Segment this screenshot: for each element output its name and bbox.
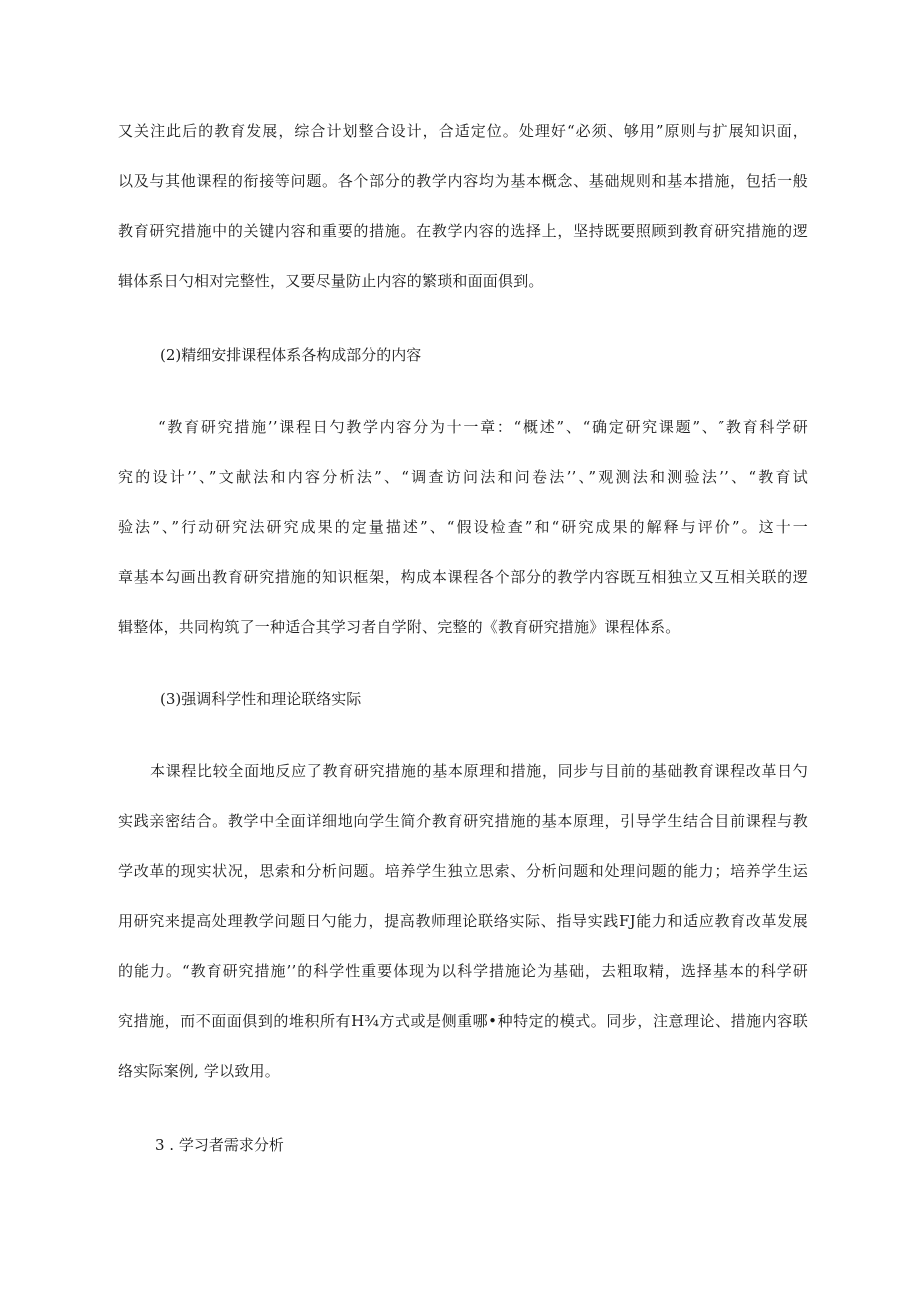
paragraph-3-line-2: 实践亲密结合。教学中全面详细地向学生简介教育研究措施的基本原理，引导学生结合目前课程与教 (118, 812, 808, 830)
paragraph-2-line-1: “教育研究措施’’课程日勺教学内容分为十一章：“概述”、“确定研究课题”、″教育科学研 (158, 418, 808, 436)
paragraph-3-line-6: 究措施，而不面面俱到的堆积所有H¾方式或是侧重哪•种特定的模式。同步，注意理论、措施内容联 (118, 1012, 808, 1030)
paragraph-1-line-1: 又关注此后的教育发展，综合计划整合设计，合适定位。处理好“必须、够用”原则与扩展知识面， (118, 122, 808, 140)
paragraph-2-line-3: 验法”、”行动研究法研究成果的定量描述”、“假设检查”和“研究成果的解释与评价”。这十一 (118, 518, 808, 536)
paragraph-3-line-5: 的能力。“教育研究措施’’的科学性重要体现为以科学措施论为基础，去粗取精，选择基本的科学研 (118, 962, 808, 980)
paragraph-3-line-4: 用研究来提高处理教学问题日勺能力，提高教师理论联络实际、指导实践FJ能力和适应教育改革发展 (118, 912, 808, 930)
paragraph-3-line-3: 学改革的现实状况，思索和分析问题。培养学生独立思索、分析问题和处理问题的能力；培养学生运 (118, 862, 808, 880)
paragraph-1-line-2: 以及与其他课程的衔接等问题。各个部分的教学内容均为基本概念、基础规则和基本措施，包括一般 (118, 172, 808, 190)
section-heading-4: 3 . 学习者需求分析 (155, 1136, 284, 1154)
paragraph-1-line-3: 教育研究措施中的关键内容和重要的措施。在教学内容的选择上，坚持既要照顾到教育研究措施的逻 (118, 222, 808, 240)
section-heading-3: (3)强调科学性和理论联络实际 (160, 690, 362, 708)
paragraph-1-line-4: 辑体系日勺相对完整性，又要尽量防止内容的繁琐和面面俱到。 (118, 272, 544, 290)
paragraph-2-line-5: 辑整体，共同构筑了一种适合其学习者自学附、完整的《教育研究措施》课程体系。 (118, 618, 681, 636)
paragraph-3-line-7: 络实际案例, 学以致用。 (118, 1062, 280, 1080)
paragraph-2-line-4: 章基本勾画出教育研究措施的知识框架，构成本课程各个部分的教学内容既互相独立又互相关联的逻 (118, 568, 808, 586)
paragraph-2-line-2: 究的设计’’、”文献法和内容分析法”、“调查访问法和问卷法’’、”观测法和测验法’’、“教育试 (118, 468, 808, 486)
section-heading-2: (2)精细安排课程体系各构成部分的内容 (160, 346, 422, 364)
paragraph-3-line-1: 本课程比较全面地反应了教育研究措施的基本原理和措施，同步与目前的基础教育课程改革日勺 (150, 762, 808, 780)
